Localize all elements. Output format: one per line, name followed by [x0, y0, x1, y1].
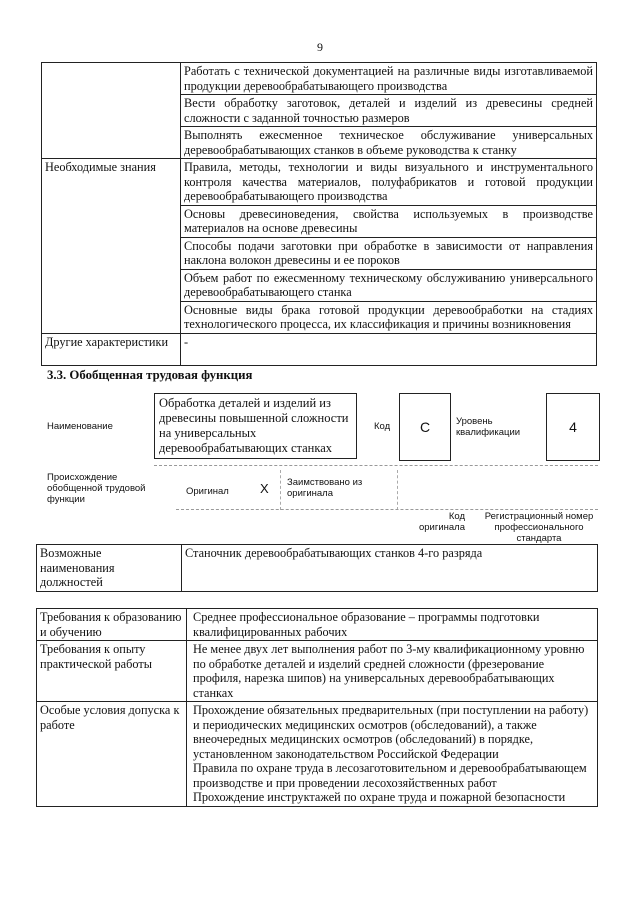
table-cell: -	[181, 333, 597, 365]
function-name-box: Обработка деталей и изделий из древесины повышенной сложности на универсальных деревообрабатывающих станках	[154, 393, 357, 459]
skills-knowledge-table	[41, 62, 597, 366]
row-label: Другие характеристики	[42, 333, 181, 365]
table-row	[42, 63, 597, 95]
row-label: Необходимые знания	[42, 159, 181, 334]
table-row	[37, 545, 598, 592]
table-cell: Работать с технической документацией на различные виды изготавливаемой продукции деревообрабатывающего производства	[181, 63, 597, 95]
table-row	[42, 159, 597, 206]
table-cell: Основные виды брака готовой продукции деревообработки на стадиях технологического процесса, их классификация и причины возникновения	[181, 301, 597, 333]
table-row	[37, 609, 598, 641]
table-cell: Выполнять ежесменное техническое обслуживание универсальных деревообрабатывающих станков в объеме руководства к станку	[181, 127, 597, 159]
divider	[397, 470, 398, 510]
name-label: Наименование	[47, 421, 113, 432]
table-cell: Станочник деревообрабатывающих станков 4-го разряда	[182, 545, 598, 592]
section-title: 3.3. Обобщенная трудовая функция	[47, 368, 253, 382]
table-cell: Объем работ по ежесменному техническому обслуживанию универсального деревообрабатывающего станка	[181, 269, 597, 301]
original-label: Оригинал	[186, 486, 229, 497]
table-row	[37, 641, 598, 702]
divider	[176, 509, 598, 510]
table-cell: Среднее профессиональное образование – программы подготовки квалифицированных рабочих	[187, 609, 598, 641]
table-row	[42, 333, 597, 365]
condition-line: Прохождение инструктажей по охране труда и пожарной безопасности	[193, 790, 566, 804]
row-label: Требования к опыту практической работы	[37, 641, 187, 702]
code-value-box: C	[399, 393, 451, 461]
original-mark: X	[260, 481, 269, 496]
row-label	[42, 63, 181, 159]
table-cell: Способы подачи заготовки при обработке в зависимости от направления наклона волокон древесины и ее пороков	[181, 237, 597, 269]
code-original-label: Код оригинала	[418, 511, 465, 533]
code-label: Код	[374, 421, 391, 432]
table-cell: Правила, методы, технологии и виды визуального и инструментального контроля качества материалов, полуфабрикатов и готовой продукции деревообрабатывающего производства	[181, 159, 597, 206]
table-cell	[187, 702, 598, 807]
row-label: Требования к образованию и обучению	[37, 609, 187, 641]
level-label: Уровень квалификации	[456, 416, 521, 438]
page-number: 9	[317, 40, 323, 54]
table-cell: Не менее двух лет выполнения работ по 3-му квалификационному уровню по обработке деталей и изделий средней сложности (фрезерование профиля, нарезка шипов) на универсальных деревообрабатывающих станках	[187, 641, 598, 702]
requirements-table	[36, 608, 598, 807]
origin-label: Происхождение обобщенной трудовой функции	[47, 472, 146, 505]
table-row	[37, 702, 598, 807]
condition-line: Правила по охране труда в лесозаготовительном и деревообрабатывающем производстве и при проведении лесохозяйственных работ	[193, 761, 587, 790]
table-cell: Вести обработку заготовок, деталей и изделий из древесины средней сложности с заданной точностью размеров	[181, 95, 597, 127]
row-label: Особые условия допуска к работе	[37, 702, 187, 807]
row-label: Возможные наименования должностей	[37, 545, 182, 592]
borrowed-label: Заимствовано из оригинала	[287, 477, 363, 499]
level-value-box: 4	[546, 393, 600, 461]
divider	[280, 470, 281, 510]
condition-line: Прохождение обязательных предварительных (при поступлении на работу) и периодических медицинских осмотров (обследований), а также внеочередных медицинских осмотров (обследований) в порядке, установленном законодательством Российской Федерации	[193, 703, 589, 761]
reg-number-label: Регистрационный номер профессионального стандарта	[484, 511, 594, 544]
positions-table	[36, 544, 598, 592]
divider	[154, 465, 598, 466]
table-cell: Основы древесиноведения, свойства используемых в производстве материалов на основе древесины	[181, 205, 597, 237]
